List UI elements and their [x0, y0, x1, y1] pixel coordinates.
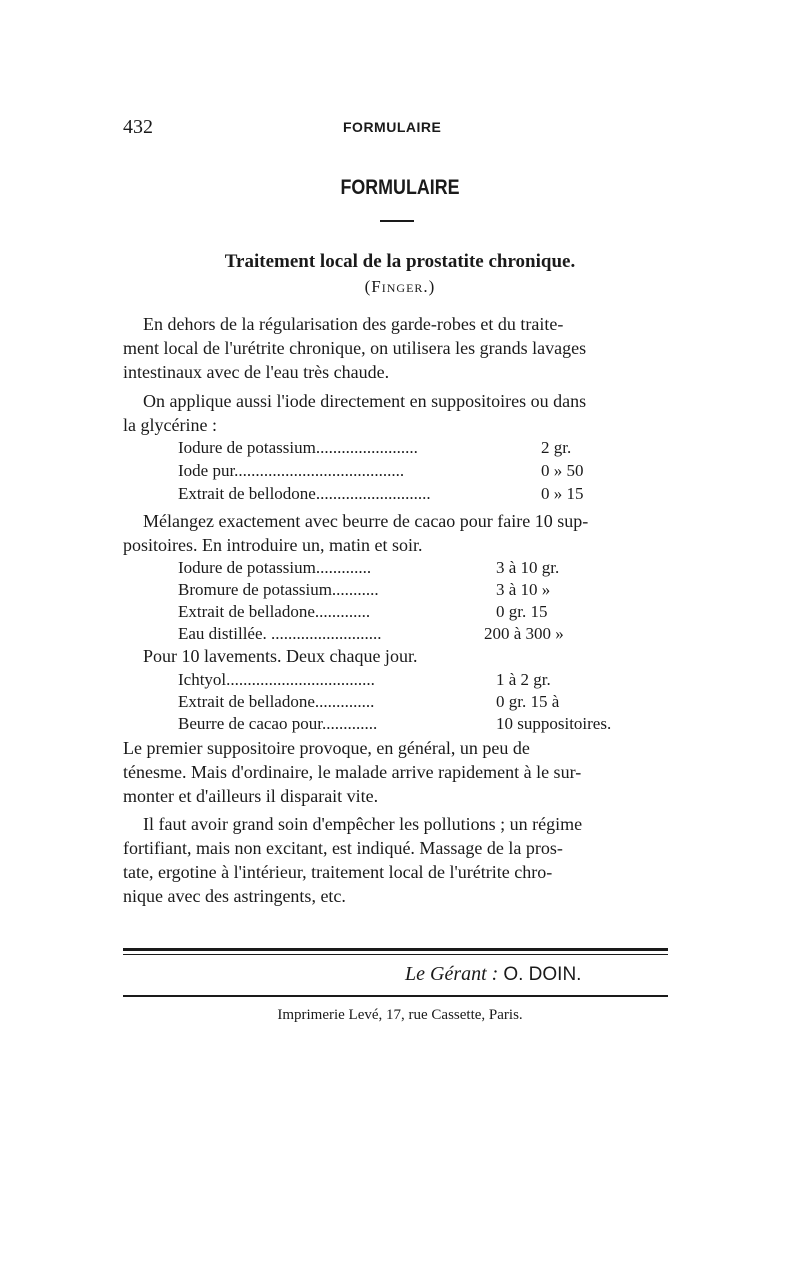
ingredient-quantity: 3 à 10 gr. [496, 558, 560, 577]
paragraph-suppositoires [123, 509, 671, 557]
text-line: ment local de l'urétrite chronique, on utilisera les grands lavages [123, 338, 587, 358]
section-title: FORMULAIRE [340, 176, 460, 199]
text-line: nique avec des astringents, etc. [123, 886, 346, 906]
ingredient-name: Eau distillée. .......................... [178, 624, 382, 643]
ingredient-quantity: 1 à 2 gr. [496, 670, 551, 689]
ingredient-quantity: 3 à 10 » [496, 580, 551, 599]
text-line: la glycérine : [123, 415, 217, 435]
ingredient-name: Bromure de potassium........... [178, 580, 379, 599]
text-line: Pour 10 lavements. Deux chaque jour. [143, 646, 418, 666]
gerant-name: O. DOIN. [503, 964, 582, 985]
paragraph-regime [123, 812, 671, 908]
ingredient-name: Ichtyol................................... [178, 670, 375, 689]
footer-rule-thin [123, 954, 668, 955]
ingredient-name: Iodure de potassium........................ [178, 438, 418, 457]
text-line: Mélangez exactement avec beurre de cacao pour faire 10 sup- [143, 511, 589, 531]
footer-rule-thick [123, 948, 668, 951]
text-line: Il faut avoir grand soin d'empêcher les pollutions ; un régime [143, 814, 583, 834]
text-line: On applique aussi l'iode directement en suppositoires ou dans [143, 391, 587, 411]
text-line: monter et d'ailleurs il disparait vite. [123, 786, 379, 806]
ingredient-name: Extrait de belladone.............. [178, 692, 375, 711]
ingredient-quantity: 10 suppositoires. [496, 714, 612, 733]
page-number: 432 [123, 116, 153, 138]
running-header [123, 116, 668, 138]
ingredient-quantity: 0 » 50 [541, 461, 584, 480]
paragraph-iode [123, 389, 671, 437]
article-title: Traitement local de la prostatite chronique. [224, 251, 576, 272]
imprint-rule [123, 995, 668, 997]
text-line: Le premier suppositoire provoque, en général, un peu de [123, 738, 530, 758]
text-line: En dehors de la régularisation des garde-robes et du traite- [143, 314, 564, 334]
ingredient-quantity: 0 gr. 15 [496, 602, 548, 621]
ingredient-quantity: 200 à 300 » [484, 624, 564, 643]
paragraph-tenesme [123, 736, 671, 808]
title-divider [380, 220, 414, 222]
text-line: ténesme. Mais d'ordinaire, le malade arrive rapidement à le sur- [123, 762, 582, 782]
ingredient-name: Extrait de bellodone........................... [178, 484, 431, 503]
article-author: (Finger.) [364, 277, 436, 296]
intro-paragraph [123, 312, 671, 384]
ingredient-name: Beurre de cacao pour............. [178, 714, 378, 733]
paragraph-lavements [123, 644, 671, 668]
text-line: intestinaux avec de l'eau très chaude. [123, 362, 390, 382]
ingredient-name: Iode pur........................................ [178, 461, 405, 480]
ingredient-quantity: 0 » 15 [541, 484, 584, 503]
text-line: tate, ergotine à l'intérieur, traitement local de l'urétrite chro- [123, 862, 553, 882]
text-line: fortifiant, mais non excitant, est indiqué. Massage de la pros- [123, 838, 563, 858]
ingredient-quantity: 2 gr. [541, 438, 572, 457]
gerant-signature [405, 963, 581, 986]
ingredient-name: Extrait de belladone............. [178, 602, 371, 621]
printer-imprint: Imprimerie Levé, 17, rue Cassette, Paris. [277, 1007, 523, 1023]
gerant-label: Le Gérant : [405, 963, 499, 985]
text-line: positoires. En introduire un, matin et soir. [123, 535, 423, 555]
running-title: FORMULAIRE [343, 119, 442, 135]
ingredient-quantity: 0 gr. 15 à [496, 692, 560, 711]
ingredient-name: Iodure de potassium............. [178, 558, 372, 577]
